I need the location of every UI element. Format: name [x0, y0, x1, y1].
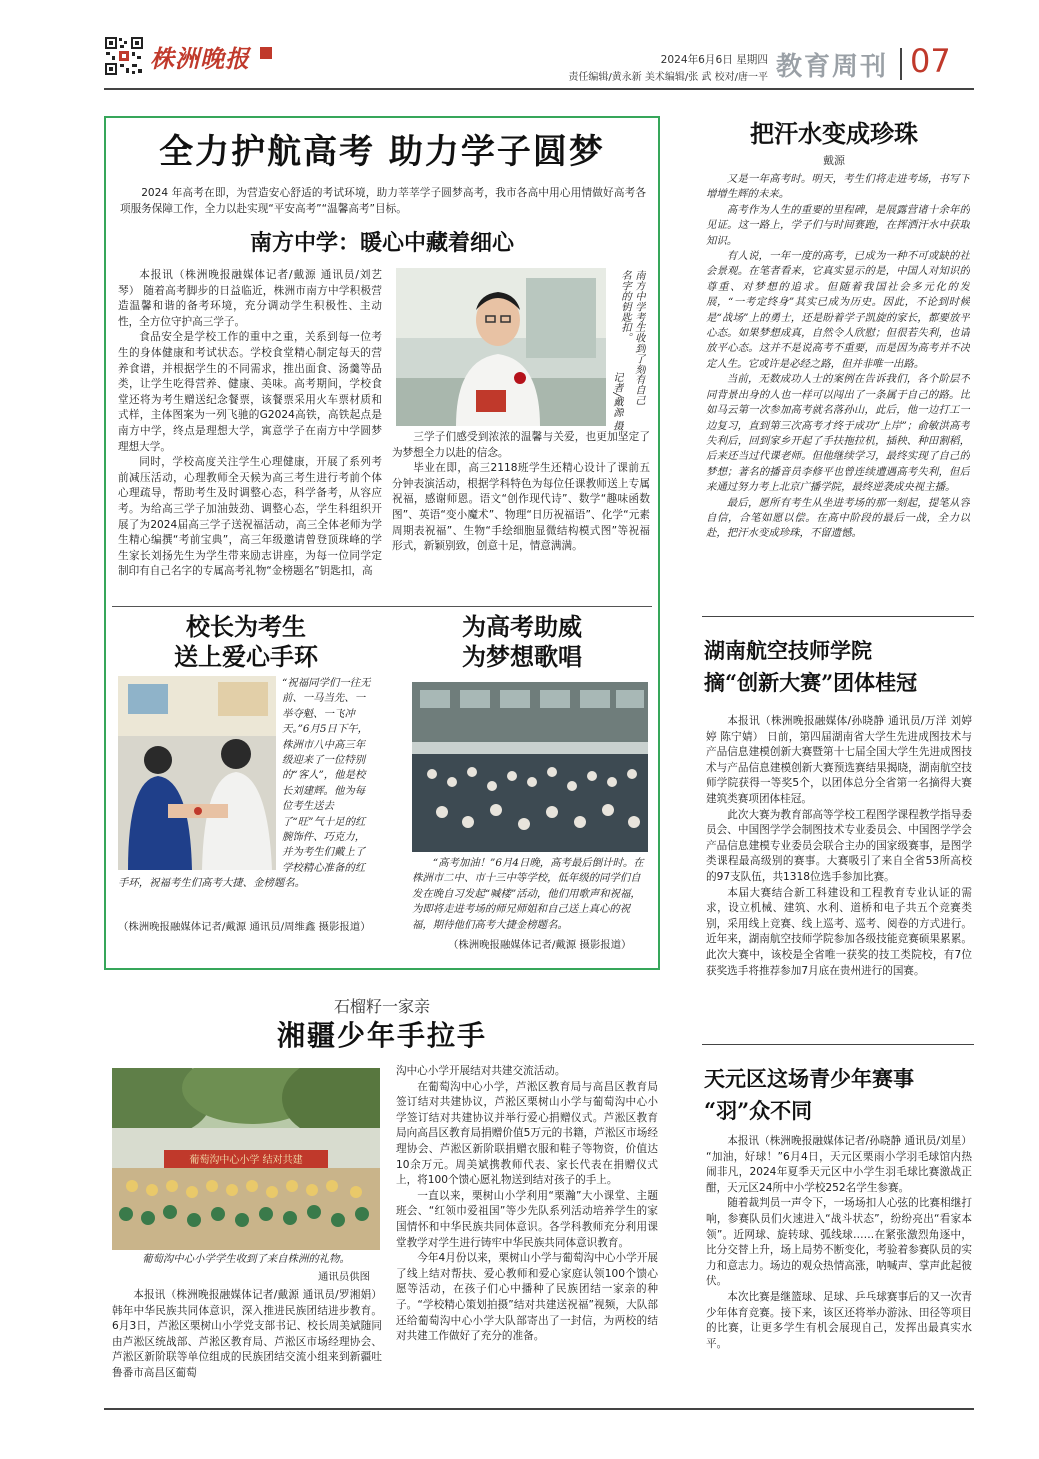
paragraph: 有人说，一年一度的高考，已成为一种不可或缺的社会景观。在笔者看来，它真实显示的是，中国人对知识的尊重、对梦想的追求。但随着我国社会多元化的发展，“一考定终身”其实已成为历史。因此，不论到时候是“战场”上的勇士，还是盼着学子凯旋的家长，都要放平心态。如果梦想成真，自然令人欣慰；但很若失利，也请放平心态。这并不是说高考不重要，而是因为高考并不决定人生。它或许是必经之路，但并非唯一出路。 [706, 250, 970, 370]
masthead-rule [104, 88, 974, 90]
bottom-rule [104, 1408, 974, 1410]
essay-author: 戴源 [823, 154, 845, 167]
aviation-headline-line1: 湖南航空技师学院 [704, 638, 872, 663]
sub3-headline-line1: 为高考助威 [462, 612, 582, 641]
photo-banner-text: 葡萄沟中心小学 结对共建 [189, 1155, 303, 1166]
sub2-credit: （株洲晚报融媒体记者/戴源 通讯员/周维鑫 摄影报道） [118, 921, 371, 933]
page-number: 07 [910, 42, 951, 80]
aviation-headline-line2: 摘“创新大赛”团体桂冠 [704, 670, 918, 695]
main-headline: 全力护航高考 助力学子圆梦 [159, 132, 605, 172]
sub3-credit: （株洲晚报融媒体记者/戴源 摄影报道） [448, 939, 632, 951]
page-number-divider [900, 48, 902, 80]
logo-text: 株洲晚报 [150, 44, 250, 73]
xiangjiang-headline: 湘疆少年手拉手 [276, 1019, 487, 1052]
section-title: 教育周刊 [776, 52, 889, 82]
paragraph: 同时，学校高度关注学生心理健康，开展了系列考前减压活动，心理教师全天候为高三考生进行考前个体心理疏导，帮助考生及时调整心态，科学备考，从容应考。为给高三学子加油鼓劲、调整心态，学生科组织开展了为2024届高三学子送祝福活动，高三全体老师为学生精心编撰“考前宝典”，高三年级邀请曾登顶珠峰的学生家长刘扬先生为学生带来励志讲座，为每一位同学定制印有自己名字的专属高考礼物“金榜题名”钥匙扣，高 [118, 456, 382, 578]
sub3-photo [412, 682, 648, 852]
paragraph: 此次大赛为教育部高等学校工程图学课程教学指导委员会、中国图学学会制图技术专业委员会、中国图学学会产品信息建模专业委员会联合主办的国家级赛事，是图学类课程最高级别的赛事。大赛吸引了来自全省53所高校的97支队伍，共1318位选手参加比赛。 [706, 808, 972, 883]
badminton-headline-line2: “羽”众不同 [704, 1098, 813, 1123]
sub2-body: “祝福同学们一往无前、一马当先、一举夺魁、一飞冲天。”6月5日下午，株洲市八中高三年级迎来了一位特别的“客人”，他是校长刘建辉。他为每位考生送去了“旺”气十足的红腕饰件、巧克力，并为考生们戴上了学校精心准备的红手环，祝福考生们高考大捷、金榜题名。 [118, 677, 371, 890]
paragraph: 高考作为人生的重要的里程碑，是展露营诸十余年的见证。这一路上，学子们与时间赛跑，在挥洒汗水中获取知识。 [706, 203, 970, 247]
xiangjiang-kicker: 石榴籽一家亲 [333, 997, 430, 1016]
paragraph: 在葡萄沟中心小学，芦淞区教育局与高昌区教育局签订结对共建协议，芦淞区栗树山小学与葡萄沟中心小学签订结对共建协议并举行爱心捐赠仪式。芦淞区教育局向高昌区教育局捐赠价值5万元的书籍，芦淞区市场经理协会、芦淞区新阶联捐赠衣服和鞋子等物资，价值达10余万元。周美斌携教师代表、家长代表在捐赠仪式上，将100个馈心愿礼物送到结对孩子的手上。 [396, 1080, 658, 1187]
paragraph: 本报讯（株洲晚报融媒体记者/孙晓静 通讯员/刘星） “加油，好球！”6月4日，天元区栗雨小学羽毛球馆内热闹非凡，2024年夏季天元区中小学生羽毛球比赛激战正酣，天元区24所中小学校252名学生参赛。 [706, 1135, 972, 1194]
paragraph: 本报讯（株洲晚报融媒体记者/戴源 通讯员/刘艺琴） 随着高考脚步的日益临近，株洲市南方中学积极营造温馨和谐的备考环境，充分调动学生积极性、主动性，全方位守护高三学子。 [118, 269, 382, 328]
paragraph: 随着裁判员一声令下，一场场扣人心弦的比赛相继打响，参赛队员们火速进入“战斗状态”，纷纷亮出“看家本领”。近网球、旋转球、弧线球……在紧张激烈角逐中，比分交替上升，场上局势不断变化，考验着参赛队员的实力和意志力。场边的观众热情高涨，呐喊声、掌声此起彼伏。 [706, 1197, 972, 1288]
editors-line: 责任编辑/黄永新 美术编辑/张 武 校对/唐一平 [568, 72, 768, 83]
sub3-text: “高考加油！”6月4日晚，高考最后倒计时。在株洲市二中、市十三中等学校，低年级的同学们自发在晚自习发起“喊楼”活动，他们用歌声和祝福，为即将走进考场的师兄师姐和自己送上真心的祝福，期待他们高考大捷金榜题名。 [412, 857, 644, 931]
photo-float-spacer [118, 676, 282, 870]
paragraph: 一直以来，栗树山小学利用“栗瀚”大小课堂、主题班会、“红领巾爱祖国”等少先队系列活动培养学生的家国情怀和中华民族共同体意识。各学科教师充分利用课堂教学对学生进行铸牢中华民族共同体意识教育。 [396, 1189, 658, 1249]
qr-code [104, 36, 144, 76]
sub2-headline-line1: 校长为考生 [186, 612, 306, 641]
main-intro: 2024 年高考在即，为营造安心舒适的考试环境，助力莘莘学子圆梦高考，我市各高中用心用情做好高考各项服务保障工作，全力以赴实现“平安高考”“温馨高考”目标。 [120, 187, 646, 215]
sub2-text [118, 676, 374, 914]
paragraph: 本届大赛结合新工科建设和工程教育专业认证的需求，设立机械、建筑、水利、道桥和电子共五个竞赛类别，采用线上竞赛、线上巡考、巡考、阅卷的方式进行。近年来，湖南航空技师学院参加各级技能竞赛硕果累累。此次大赛中，该校是全省唯一获奖的技工类院校，有7位获奖选手将推荐参加7月底在贵州进行的国赛。 [706, 886, 972, 977]
xiangjiang-body-left [112, 1288, 382, 1384]
paragraph: 毕业在即，高三2118班学生还精心设计了课前五分钟表演活动，根据学科特色为每位任课教师送上专属祝福，感谢师恩。语文“创作现代诗”、数学“趣味函数图”、英语“变小魔术”、物理“日历祝福语”、化学“元素周期表祝福”、生物“手绘细胞显微结构模式图”等祝福形式，新颖别致，创意十足，情意满满。 [392, 462, 650, 553]
sub1-photo-credit: 记者/戴源 摄 [611, 372, 623, 431]
essay-body [706, 172, 970, 604]
aviation-body [706, 714, 972, 1030]
badminton-headline-line1: 天元区这场青少年赛事 [704, 1066, 914, 1091]
sub1-photo [396, 268, 606, 426]
xiangjiang-photo-credit: 通讯员供图 [318, 1271, 370, 1283]
paragraph: 又是一年高考时。明天，考生们将走进考场，书写下增增生辉的未来。 [706, 173, 970, 201]
main-inner-rule [112, 606, 652, 607]
newspaper-logo [150, 44, 274, 74]
sub1-headline: 南方中学：暖心中藏着细心 [249, 230, 514, 256]
aviation-rule [702, 1044, 974, 1045]
xiangjiang-photo [112, 1068, 380, 1250]
paragraph: 本次比赛是继篮球、足球、乒乓球赛事后的又一次青少年体育竞赛。接下来，该区还将举办游泳、田径等项目的比赛，让更多学生有机会展现自己，发挥出最真实水平。 [706, 1290, 972, 1350]
sub2-headline-line2: 送上爱心手环 [174, 642, 318, 671]
xiangjiang-photo-caption: 葡萄沟中心小学学生收到了来自株洲的礼物。 [142, 1253, 350, 1265]
paragraph: 今年4月份以来，栗树山小学与葡萄沟中心小学开展了线上结对帮扶、爱心教师和爱心家庭认领100个馈心愿等活动，在孩子们心中播种了民族团结一家亲的种子。“学校精心策划拍摄”结对共建送祝福”视频，大队部还给葡萄沟中心小学大队部寄出了一封信，为两校的结对共建工作做好了充分的准备。 [396, 1252, 658, 1343]
sub1-photo-caption: 南方中学考生收到了刻有自己名字的钥匙扣。 [619, 270, 645, 406]
paragraph: 当前，无数成功人士的案例在告诉我们，各个阶层不同背景出身的人也一样可以闯出了一条属于自己的路。比如马云第一次参加高考就名落孙山，此后，他一边打工一边复习，直到第三次高考才终于成功“上岸”；俞敏洪高考失利后，回到家乡开起了手扶拖拉机，插秧、种田割稻，后来还当过代课老师。但他继续学习，最终实现了自己的梦想；著名的播音员李修平也曾连续遭遇高考失利，但后来通过努力考上北京广播学院，最终逆袭成央视主播。 [706, 373, 970, 494]
date-line: 2024年6月6日 星期四 [660, 54, 768, 66]
paragraph: 沟中心小学开展结对共建交流活动。 [396, 1065, 566, 1077]
essay-headline: 把汗水变成珍珠 [750, 119, 918, 148]
sub3-headline-line2: 为梦想歌唱 [462, 642, 582, 671]
sub1-body-right [392, 430, 650, 608]
paragraph: 三学子们感受到浓浓的温馨与关爱，也更加坚定了为梦想全力以赴的信念。 [392, 431, 650, 459]
sub1-body-left [118, 268, 382, 608]
badminton-body [706, 1134, 972, 1388]
paragraph: 最后，愿所有考生从坐进考场的那一刻起，提笔从容自信，合笔如愿以偿。在高中阶段的最后一战，全力以赴，把汗水变成珍珠，不留遗憾。 [706, 496, 970, 540]
essay-rule [702, 616, 974, 617]
paragraph: 食品安全是学校工作的重中之重，关系到每一位考生的身体健康和考试状态。学校食堂精心制定每天的营养食谱，并根据学生的不同需求，推出面食、汤羹等品类，让学生吃得营养、健康、美味。高考期间，学校食堂还将为考生赠送纪念餐票，该餐票采用火车票材质和式样，主体图案为一列飞驰的G2024高铁，高铁起点是南方中学，终点是理想大学，寓意学子在南方中学圆梦理想大学。 [118, 331, 382, 453]
paragraph: 本报讯（株洲晚报融媒体记者/戴源 通讯员/罗湘娟） 韩年中华民族共同体意识，深入推进民族团结进步教育。6月3日，芦淞区栗树山小学党支部书记、校长周美斌随同由芦淞区统战部、芦淞区教育局、芦淞区市场经理协会、芦淞区新阶联等单位组成的民族团结交流小组来到新疆吐鲁番市高昌区葡萄 [112, 1289, 382, 1379]
xiangjiang-body-right [396, 1064, 658, 1386]
paragraph: 本报讯（株洲晚报融媒体/孙晓静 通讯员/万洋 刘婷婷 陈宁婧） 日前，第四届湖南省大学生先进成图技术与产品信息建模创新大赛暨第十七届全国大学生先进成图技术与产品信息建模创新大赛预选赛结果揭晓，湖南航空技师学院获得一等奖5个，以团体总分全省第一名摘得大赛建筑类赛项团体桂冠。 [706, 715, 972, 805]
